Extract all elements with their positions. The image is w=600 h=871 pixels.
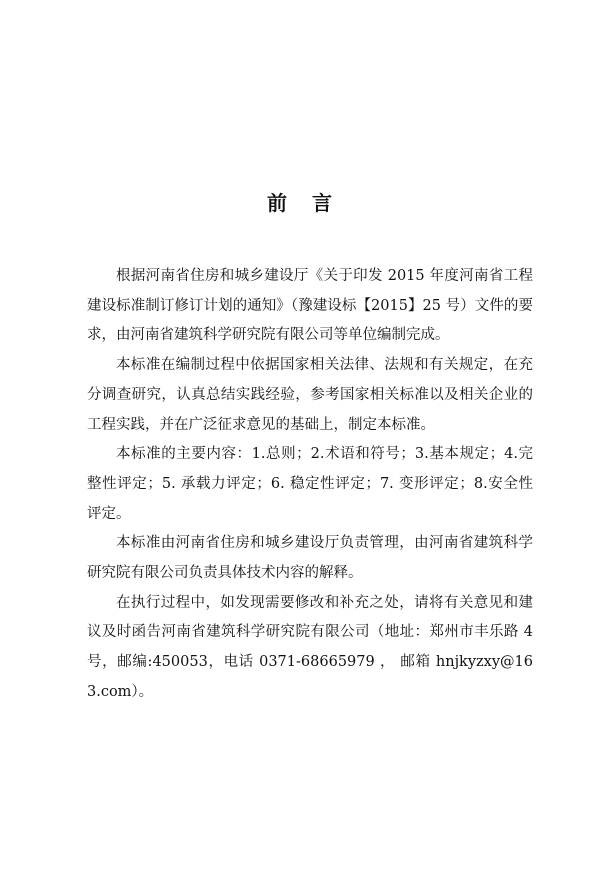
paragraph-contents: 本标准的主要内容：1.总则；2.术语和符号；3.基本规定；4.完整性评定；5. 承载力评定；6. 稳定性评定；7. 变形评定；8.安全性评定。 bbox=[87, 446, 533, 522]
preface-body bbox=[87, 262, 533, 708]
paragraph-management: 本标准由河南省住房和城乡建设厅负责管理，由河南省建筑科学研究院有限公司负责具体技术内容的解释。 bbox=[87, 535, 533, 582]
paragraph-feedback: 在执行过程中，如发现需要修改和补充之处，请将有关意见和建议及时函告河南省建筑科学研究院有限公司（地址：郑州市丰乐路 4 号，邮编:450053，电话 0371-68665979 ， 邮箱 hnjkyzxy@163.com）。 bbox=[87, 594, 533, 700]
paragraph-basis: 根据河南省住房和城乡建设厅《关于印发 2015 年度河南省工程建设标准制订修订计划的通知》（豫建设标【2015】25 号）文件的要求，由河南省建筑科学研究院有限公司等单位编制完成。 bbox=[87, 268, 533, 344]
page-title bbox=[0, 188, 600, 218]
title-char-1: 前 bbox=[267, 191, 288, 215]
paragraph-process: 本标准在编制过程中依据国家相关法律、法规和有关规定，在充分调查研究，认真总结实践经验，参考国家相关标准以及相关企业的工程实践，并在广泛征求意见的基础上，制定本标准。 bbox=[87, 357, 533, 433]
title-char-2: 言 bbox=[312, 191, 333, 215]
